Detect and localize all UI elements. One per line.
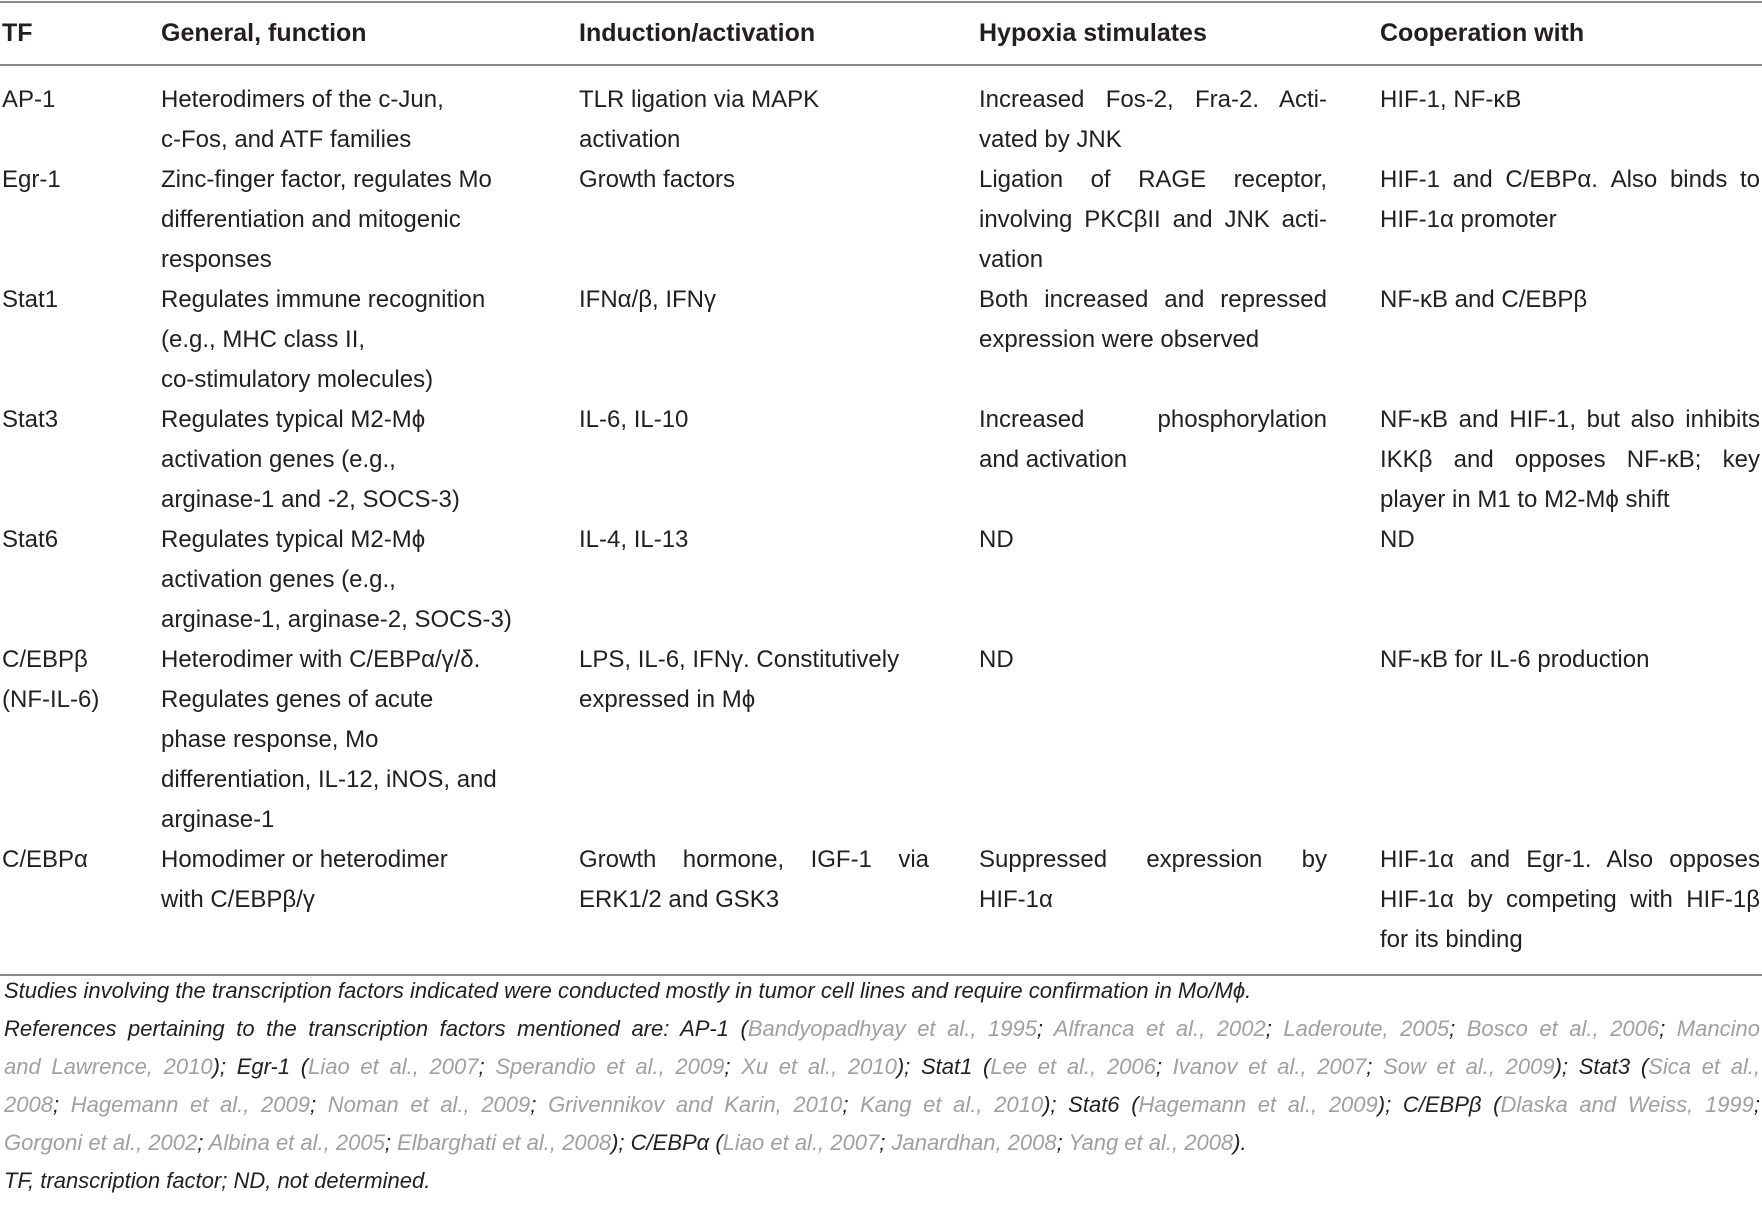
footnote-abbreviations-text: TF, transcription factor; ND, not determined. xyxy=(4,1168,431,1193)
references-text: ); C/EBPα ( xyxy=(611,1130,723,1155)
cell-tf xyxy=(2,640,152,720)
footnote-studies-text: Studies involving the transcription factors indicated were conducted mostly in tumor cell lines and require confirmation in Mo/Mϕ. xyxy=(4,978,1252,1003)
cell-tf-line: Stat6 xyxy=(2,526,59,553)
cell-tf-line: Stat3 xyxy=(2,406,59,433)
citation-link[interactable]: 2008 xyxy=(4,1092,53,1117)
references-text: ; xyxy=(530,1092,549,1117)
citation-link[interactable]: Gorgoni et al., 2002 xyxy=(4,1130,198,1155)
references-text: ; xyxy=(724,1054,742,1079)
citation-link[interactable]: Dlaska and Weiss, 1999 xyxy=(1500,1092,1754,1117)
cell-function-line: arginase-1 and -2, SOCS-3) xyxy=(161,486,460,513)
references-text: ; xyxy=(1659,1016,1677,1041)
cell-induction-line: activation xyxy=(579,126,681,153)
cell-tf xyxy=(2,520,152,560)
citation-link[interactable]: Elbarghati et al., 2008 xyxy=(397,1130,612,1155)
cell-hypoxia-line: HIF-1α xyxy=(979,886,1053,913)
cell-function xyxy=(161,280,541,400)
cell-cooperation xyxy=(1380,80,1760,120)
footnote-studies xyxy=(4,972,1760,1010)
cell-hypoxia xyxy=(979,160,1327,280)
cell-hypoxia xyxy=(979,400,1327,480)
cell-cooperation xyxy=(1380,840,1760,960)
cell-function-line: activation genes (e.g., xyxy=(161,446,396,473)
cell-function-line: c-Fos, and ATF families xyxy=(161,126,412,153)
cell-induction xyxy=(579,80,929,160)
cell-function xyxy=(161,640,541,840)
cell-cooperation xyxy=(1380,160,1760,240)
cell-tf-line: C/EBPα xyxy=(2,846,88,873)
cell-cooperation-line: NF-κB for IL-6 production xyxy=(1380,646,1650,673)
cell-cooperation xyxy=(1380,640,1760,680)
citation-link[interactable]: Albina et al., 2005 xyxy=(208,1130,385,1155)
cell-hypoxia-line: Increased phosphorylation xyxy=(979,406,1327,433)
cell-hypoxia xyxy=(979,280,1327,360)
cell-cooperation-line: ND xyxy=(1380,526,1415,553)
cell-function xyxy=(161,80,541,160)
citation-link[interactable]: Hagemann et al., 2009 xyxy=(1138,1092,1378,1117)
cell-hypoxia-line: and activation xyxy=(979,446,1128,473)
cell-hypoxia-line: Suppressed expression by xyxy=(979,846,1327,873)
cell-hypoxia xyxy=(979,80,1327,160)
cell-hypoxia xyxy=(979,840,1327,920)
references-text: ; xyxy=(478,1054,496,1079)
references-line xyxy=(4,1048,1760,1086)
cell-hypoxia xyxy=(979,520,1327,560)
cell-tf xyxy=(2,80,152,120)
cell-function-line: with C/EBPβ/γ xyxy=(161,886,315,913)
cell-hypoxia-line: vation xyxy=(979,246,1044,273)
references-text: ; xyxy=(1366,1054,1384,1079)
cell-function-line: co-stimulatory molecules) xyxy=(161,366,434,393)
references-line xyxy=(4,1010,1760,1048)
references-text: ; xyxy=(1449,1016,1467,1041)
cell-hypoxia-line: vated by JNK xyxy=(979,126,1122,153)
footnote-references xyxy=(4,1010,1760,1162)
cell-hypoxia-line: Ligation of RAGE receptor, xyxy=(979,166,1327,193)
citation-link[interactable]: Yang et al., 2008 xyxy=(1068,1130,1234,1155)
citation-link[interactable]: Sica et al., xyxy=(1648,1054,1761,1079)
cell-induction xyxy=(579,280,929,320)
cell-induction-line: TLR ligation via MAPK xyxy=(579,86,820,113)
cell-function xyxy=(161,840,541,920)
references-text: ; xyxy=(1265,1016,1284,1041)
cell-function-line: Regulates typical M2-Mϕ xyxy=(161,526,426,553)
references-text: ; xyxy=(842,1092,861,1117)
cell-function-line: phase response, Mo xyxy=(161,726,379,753)
citation-link[interactable]: Sperandio et al., 2009 xyxy=(495,1054,725,1079)
cell-function-line: Homodimer or heterodimer xyxy=(161,846,448,873)
cell-function-line: responses xyxy=(161,246,272,273)
cell-function-line: Regulates typical M2-Mϕ xyxy=(161,406,426,433)
cell-cooperation-line: HIF-1α by competing with HIF-1β xyxy=(1380,886,1760,913)
citation-link[interactable]: Kang et al., 2010 xyxy=(860,1092,1044,1117)
citation-link[interactable]: Hagemann et al., 2009 xyxy=(70,1092,310,1117)
header-tf: TF xyxy=(2,19,33,47)
cell-function-line: Regulates genes of acute xyxy=(161,686,434,713)
cell-induction-line: ERK1/2 and GSK3 xyxy=(579,886,780,913)
citation-link[interactable]: Liao et al., 2007 xyxy=(308,1054,479,1079)
cell-induction xyxy=(579,400,929,440)
cell-cooperation-line: NF-κB and C/EBPβ xyxy=(1380,286,1588,313)
cell-induction-line: IL-4, IL-13 xyxy=(579,526,689,553)
citation-link[interactable]: Bandyopadhyay et al., 1995 xyxy=(747,1016,1037,1041)
references-text: ; xyxy=(52,1092,71,1117)
cell-induction-line: LPS, IL-6, IFNγ. Constitutively xyxy=(579,646,900,673)
cell-cooperation-line: player in M1 to M2-Mϕ shift xyxy=(1380,486,1670,513)
citation-link[interactable]: Noman et al., 2009 xyxy=(327,1092,531,1117)
cell-function xyxy=(161,520,541,640)
references-text: ; xyxy=(1753,1092,1761,1117)
citation-link[interactable]: Mancino xyxy=(1676,1016,1760,1041)
cell-function-line: arginase-1 xyxy=(161,806,275,833)
citation-link[interactable]: Liao et al., 2007 xyxy=(722,1130,880,1155)
cell-hypoxia-line: expression were observed xyxy=(979,326,1260,353)
header-function: General, function xyxy=(161,19,367,47)
header-hypoxia: Hypoxia stimulates xyxy=(979,19,1207,47)
references-text: ); C/EBPβ ( xyxy=(1377,1092,1501,1117)
references-text: References pertaining to the transcription factors mentioned are: AP-1 ( xyxy=(4,1016,748,1041)
references-text: ; xyxy=(197,1130,209,1155)
cell-hypoxia-line: involving PKCβII and JNK acti- xyxy=(979,206,1327,233)
cell-cooperation-line: for its binding xyxy=(1380,926,1523,953)
cell-function xyxy=(161,400,541,520)
references-text: ); Egr-1 ( xyxy=(212,1054,309,1079)
cell-function-line: Regulates immune recognition xyxy=(161,286,486,313)
references-text: ; xyxy=(384,1130,398,1155)
cell-induction xyxy=(579,160,929,200)
cell-function-line: differentiation and mitogenic xyxy=(161,206,461,233)
citation-link[interactable]: Janardhan, 2008 xyxy=(891,1130,1057,1155)
header-rule xyxy=(0,64,1762,66)
cell-tf-line: (NF-IL-6) xyxy=(2,686,100,713)
footnote-abbreviations xyxy=(4,1162,1760,1200)
cell-cooperation-line: HIF-1, NF-κB xyxy=(1380,86,1522,113)
cell-function-line: arginase-1, arginase-2, SOCS-3) xyxy=(161,606,512,633)
cell-function-line: Heterodimers of the c-Jun, xyxy=(161,86,444,113)
cell-cooperation-line: IKKβ and opposes NF-κB; key xyxy=(1380,446,1760,473)
citation-link[interactable]: Bosco et al., 2006 xyxy=(1466,1016,1660,1041)
header-induction: Induction/activation xyxy=(579,19,816,47)
references-text: ; xyxy=(879,1130,892,1155)
header-cooperation: Cooperation with xyxy=(1380,19,1585,47)
cell-function xyxy=(161,160,541,280)
cell-cooperation-line: HIF-1α promoter xyxy=(1380,206,1557,233)
cell-function-line: (e.g., MHC class II, xyxy=(161,326,366,353)
cell-cooperation xyxy=(1380,520,1760,560)
references-text: ); Stat6 ( xyxy=(1043,1092,1139,1117)
cell-induction-line: IFNα/β, IFNγ xyxy=(579,286,717,313)
cell-hypoxia-line: Increased Fos-2, Fra-2. Acti- xyxy=(979,86,1327,113)
cell-function-line: Heterodimer with C/EBPα/γ/δ. xyxy=(161,646,481,673)
cell-induction-line: expressed in Mϕ xyxy=(579,686,756,713)
top-rule xyxy=(0,1,1762,3)
cell-cooperation xyxy=(1380,400,1760,520)
citation-link[interactable]: Ivanov et al., 2007 xyxy=(1172,1054,1367,1079)
references-text: ); Stat1 ( xyxy=(896,1054,991,1079)
cell-tf-line: Stat1 xyxy=(2,286,59,313)
references-text: ; xyxy=(1036,1016,1054,1041)
citation-link[interactable]: Laderoute, 2005 xyxy=(1283,1016,1450,1041)
cell-cooperation-line: NF-κB and HIF-1, but also inhibits xyxy=(1380,406,1760,433)
references-line xyxy=(4,1086,1760,1124)
cell-hypoxia-line: ND xyxy=(979,646,1014,673)
citation-link[interactable]: Lee et al., 2006 xyxy=(990,1054,1156,1079)
cell-tf xyxy=(2,160,152,200)
cell-tf-line: C/EBPβ xyxy=(2,646,88,673)
cell-tf xyxy=(2,280,152,320)
cell-function-line: Zinc-finger factor, regulates Mo xyxy=(161,166,492,193)
cell-function-line: activation genes (e.g., xyxy=(161,566,396,593)
cell-cooperation xyxy=(1380,280,1760,320)
cell-cooperation-line: HIF-1α and Egr-1. Also opposes xyxy=(1380,846,1760,873)
references-text: ). xyxy=(1233,1130,1247,1155)
cell-tf-line: Egr-1 xyxy=(2,166,61,193)
cell-tf-line: AP-1 xyxy=(2,86,56,113)
references-line xyxy=(4,1124,1760,1162)
cell-function-line: differentiation, IL-12, iNOS, and xyxy=(161,766,497,793)
cell-induction xyxy=(579,840,929,920)
cell-cooperation-line: HIF-1 and C/EBPα. Also binds to xyxy=(1380,166,1760,193)
cell-induction xyxy=(579,640,929,720)
references-text: ; xyxy=(1056,1130,1069,1155)
citation-link[interactable]: Alfranca et al., 2002 xyxy=(1053,1016,1266,1041)
citation-link[interactable]: and Lawrence, 2010 xyxy=(4,1054,213,1079)
references-text: ); Stat3 ( xyxy=(1554,1054,1649,1079)
citation-link[interactable]: Xu et al., 2010 xyxy=(741,1054,897,1079)
cell-induction-line: Growth factors xyxy=(579,166,736,193)
references-text: ; xyxy=(309,1092,328,1117)
cell-hypoxia-line: Both increased and repressed xyxy=(979,286,1327,313)
cell-tf xyxy=(2,400,152,440)
cell-hypoxia xyxy=(979,640,1327,680)
cell-induction xyxy=(579,520,929,560)
cell-induction-line: Growth hormone, IGF-1 via xyxy=(579,846,929,873)
references-text: ; xyxy=(1155,1054,1173,1079)
cell-hypoxia-line: ND xyxy=(979,526,1014,553)
citation-link[interactable]: Grivennikov and Karin, 2010 xyxy=(548,1092,843,1117)
cell-induction-line: IL-6, IL-10 xyxy=(579,406,689,433)
cell-tf xyxy=(2,840,152,880)
citation-link[interactable]: Sow et al., 2009 xyxy=(1383,1054,1555,1079)
